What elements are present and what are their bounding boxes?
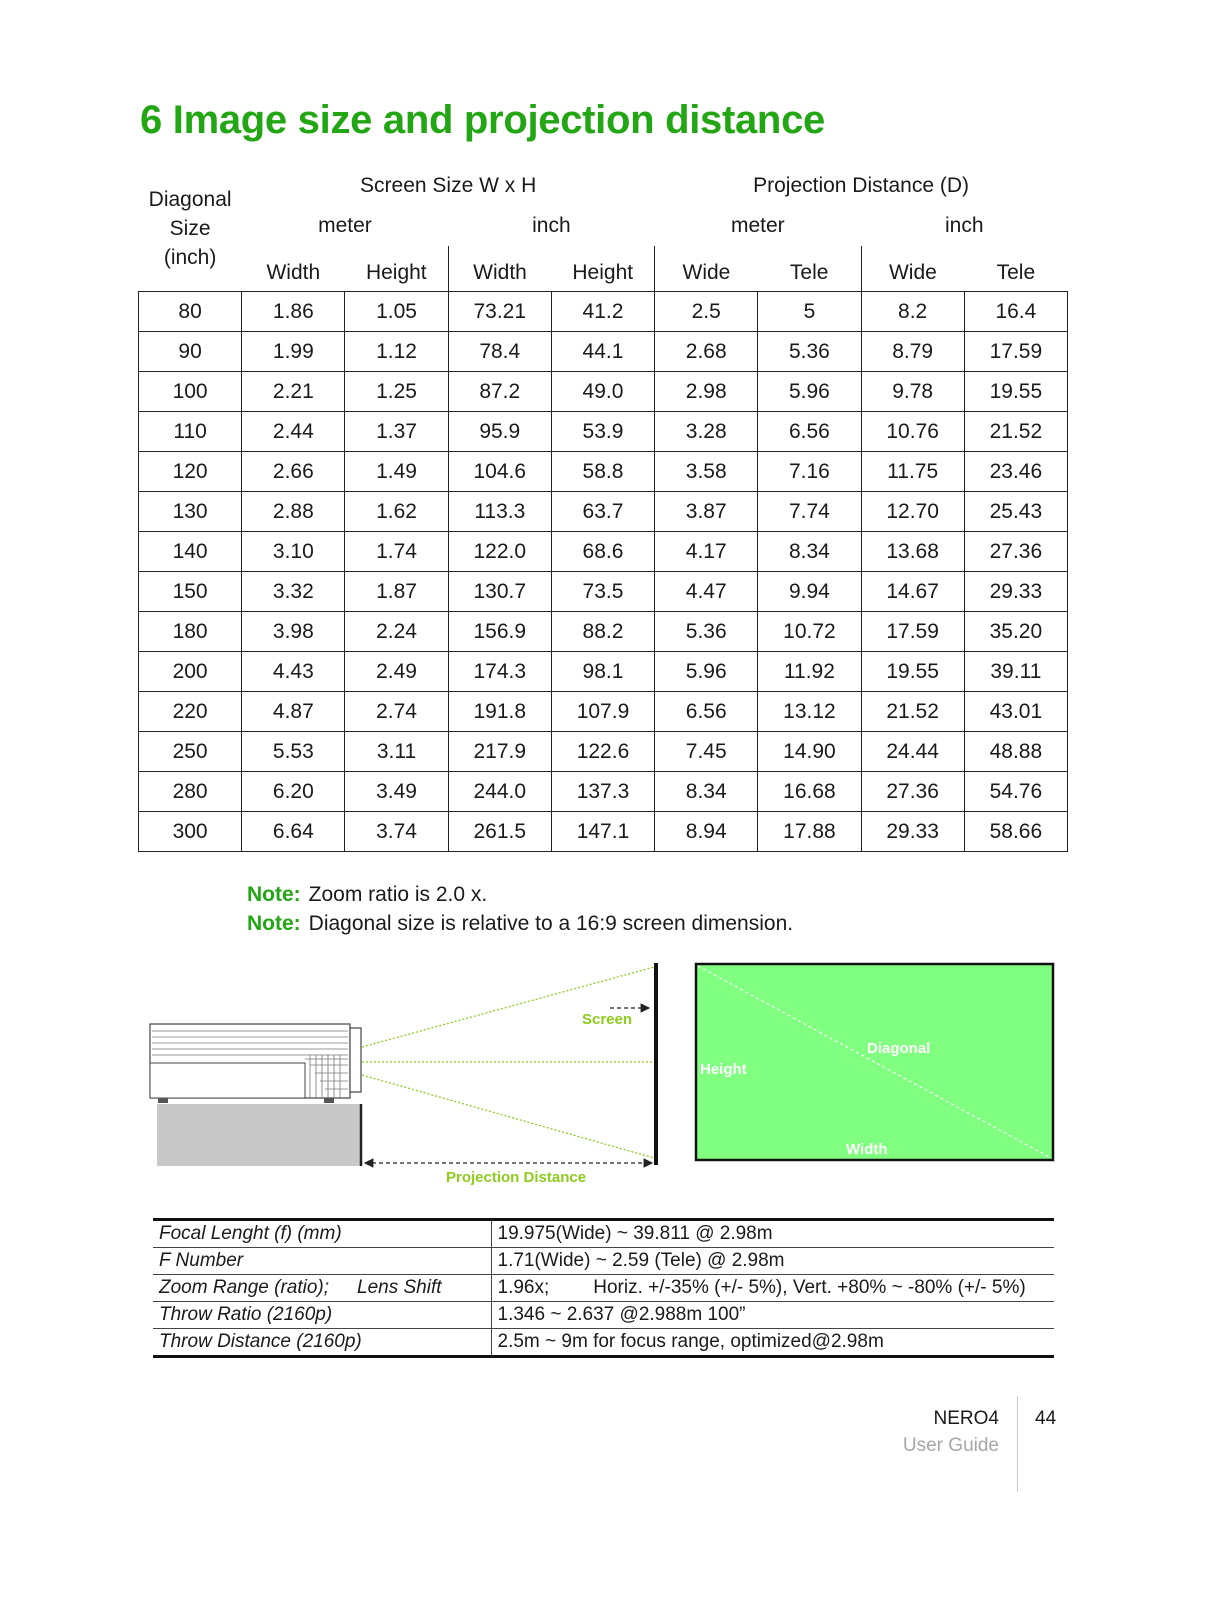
table-cell: 2.21 (242, 372, 345, 412)
table-cell: 4.47 (655, 572, 758, 612)
footer-subtitle: User Guide (902, 1435, 999, 1456)
column-header: Height (365, 261, 427, 284)
table-cell: 4.87 (242, 692, 345, 732)
table-cell: 78.4 (448, 332, 551, 372)
table-cell: 2.74 (345, 692, 448, 732)
table-cell: 1.25 (345, 372, 448, 412)
column-header: Wide (655, 246, 758, 292)
table-row (139, 412, 1068, 452)
table-cell: 49.0 (551, 372, 654, 412)
diagonal-size-header: Diagonal Size (inch) (148, 188, 232, 269)
note-zoom-ratio (247, 880, 793, 909)
table-cell: 137.3 (551, 772, 654, 812)
table-row (139, 492, 1068, 532)
page-title: 6 Image size and projection distance (140, 98, 825, 142)
table-cell: 1.49 (345, 452, 448, 492)
unit-header: inch (945, 214, 984, 237)
note-label: Note: (247, 883, 301, 906)
table-cell: 63.7 (551, 492, 654, 532)
table-cell: 7.45 (655, 732, 758, 772)
table-row (139, 292, 1068, 332)
table-row (139, 572, 1068, 612)
table-row (139, 332, 1068, 372)
table-cell: 5.96 (758, 372, 861, 412)
diagonal-cell: 120 (139, 452, 242, 492)
table-cell: 261.5 (448, 812, 551, 852)
projection-distance-label: Projection Distance (446, 1169, 587, 1186)
table-cell: 8.94 (655, 812, 758, 852)
diagonal-cell: 180 (139, 612, 242, 652)
unit-header: inch (532, 214, 571, 237)
diagonal-cell: 200 (139, 652, 242, 692)
table-cell: 10.72 (758, 612, 861, 652)
screen-label: Screen (582, 1011, 633, 1028)
table-cell: 23.46 (964, 452, 1067, 492)
table-cell: 10.76 (861, 412, 964, 452)
table-cell: 122.0 (448, 532, 551, 572)
table-cell: 4.17 (655, 532, 758, 572)
table-cell: 2.88 (242, 492, 345, 532)
spec-label: Throw Ratio (2160p) (153, 1302, 491, 1329)
table-cell: 87.2 (448, 372, 551, 412)
table-cell: 1.99 (242, 332, 345, 372)
table-cell: 8.34 (758, 532, 861, 572)
footer-divider (1017, 1396, 1018, 1492)
table-cell: 68.6 (551, 532, 654, 572)
note-text: Diagonal size is relative to a 16:9 screen dimension. (308, 912, 794, 935)
table-cell: 2.24 (345, 612, 448, 652)
table-cell: 54.76 (964, 772, 1067, 812)
diagonal-label: Diagonal (867, 1040, 931, 1057)
table-cell: 156.9 (448, 612, 551, 652)
diagonal-cell: 90 (139, 332, 242, 372)
diagonal-cell: 110 (139, 412, 242, 452)
column-header: Wide (861, 246, 964, 292)
lens-specs-table (153, 1218, 1054, 1358)
spec-row-throw-ratio (153, 1302, 1054, 1329)
screen-size-header: Screen Size W x H (360, 174, 537, 197)
table-cell: 21.52 (964, 412, 1067, 452)
table-cell: 3.32 (242, 572, 345, 612)
column-header: Tele (789, 261, 829, 284)
table-cell: 9.94 (758, 572, 861, 612)
table-cell: 5.36 (655, 612, 758, 652)
table-cell: 7.16 (758, 452, 861, 492)
note-label: Note: (247, 912, 301, 935)
table-cell: 244.0 (448, 772, 551, 812)
table-cell: 3.28 (655, 412, 758, 452)
table-cell: 43.01 (964, 692, 1067, 732)
footer-product: NERO4 (933, 1408, 999, 1429)
spec-label: Throw Distance (2160p) (153, 1329, 491, 1357)
table-cell: 27.36 (861, 772, 964, 812)
table-cell: 6.56 (758, 412, 861, 452)
table-cell: 3.87 (655, 492, 758, 532)
table-cell: 2.44 (242, 412, 345, 452)
table-cell: 6.20 (242, 772, 345, 812)
diagonal-cell: 100 (139, 372, 242, 412)
table-cell: 17.59 (861, 612, 964, 652)
table-cell: 3.74 (345, 812, 448, 852)
table-cell: 13.68 (861, 532, 964, 572)
diagonal-cell: 80 (139, 292, 242, 332)
spec-row-zoom-range (153, 1275, 1054, 1302)
table-cell: 14.90 (758, 732, 861, 772)
spec-row-focal-length (153, 1220, 1054, 1248)
table-cell: 4.43 (242, 652, 345, 692)
spec-value: 1.346 ~ 2.637 @2.988m 100” (491, 1302, 1054, 1329)
table-cell: 217.9 (448, 732, 551, 772)
table-cell: 1.05 (345, 292, 448, 332)
unit-header: meter (730, 214, 785, 237)
table-cell: 98.1 (551, 652, 654, 692)
height-label: Height (700, 1061, 747, 1078)
table-cell: 2.98 (655, 372, 758, 412)
spec-row-f-number (153, 1248, 1054, 1275)
table-cell: 3.98 (242, 612, 345, 652)
table-cell: 1.37 (345, 412, 448, 452)
column-header: Width (448, 246, 551, 292)
table-cell: 41.2 (551, 292, 654, 332)
table-cell: 16.68 (758, 772, 861, 812)
table-cell: 12.70 (861, 492, 964, 532)
table-cell: 58.8 (551, 452, 654, 492)
width-label: Width (846, 1141, 888, 1158)
footer-brand (903, 1405, 999, 1459)
table-cell: 13.12 (758, 692, 861, 732)
table-row (139, 772, 1068, 812)
table-cell: 130.7 (448, 572, 551, 612)
table-cell: 24.44 (861, 732, 964, 772)
spec-value: 19.975(Wide) ~ 39.811 @ 2.98m (491, 1220, 1054, 1248)
table-cell: 17.59 (964, 332, 1067, 372)
diagonal-cell: 220 (139, 692, 242, 732)
table-row (139, 692, 1068, 732)
table-row (139, 612, 1068, 652)
table-cell: 21.52 (861, 692, 964, 732)
diagonal-cell: 300 (139, 812, 242, 852)
table-cell: 2.68 (655, 332, 758, 372)
column-header: Height (572, 261, 634, 284)
spec-value: 2.5m ~ 9m for focus range, optimized@2.98m (497, 1331, 884, 1352)
note-text: Zoom ratio is 2.0 x. (308, 883, 488, 906)
table-cell: 11.92 (758, 652, 861, 692)
table-cell: 2.66 (242, 452, 345, 492)
table-cell: 53.9 (551, 412, 654, 452)
note-diagonal (247, 909, 793, 938)
table-cell: 104.6 (448, 452, 551, 492)
table-cell: 29.33 (861, 812, 964, 852)
diagonal-cell: 250 (139, 732, 242, 772)
table-cell: 8.2 (861, 292, 964, 332)
table-cell: 3.10 (242, 532, 345, 572)
table-cell: 5.36 (758, 332, 861, 372)
table-cell: 39.11 (964, 652, 1067, 692)
table-cell: 147.1 (551, 812, 654, 852)
table-cell: 19.55 (861, 652, 964, 692)
table-cell: 17.88 (758, 812, 861, 852)
table-cell: 3.58 (655, 452, 758, 492)
table-cell: 73.21 (448, 292, 551, 332)
unit-header: meter (318, 214, 372, 237)
table-cell: 9.78 (861, 372, 964, 412)
table-cell: 107.9 (551, 692, 654, 732)
table-cell: 6.64 (242, 812, 345, 852)
table-cell: 191.8 (448, 692, 551, 732)
column-header: Width (266, 261, 321, 284)
table-cell: 1.86 (242, 292, 345, 332)
projector-icon (150, 1024, 361, 1103)
table-cell: 25.43 (964, 492, 1067, 532)
diagonal-cell: 140 (139, 532, 242, 572)
table-cell: 35.20 (964, 612, 1067, 652)
table-cell: 113.3 (448, 492, 551, 532)
projection-diagram (140, 955, 1060, 1195)
spec-row-throw-distance (153, 1329, 1054, 1357)
spec-label: F Number (153, 1248, 491, 1275)
table-cell: 3.11 (345, 732, 448, 772)
table-cell: 1.74 (345, 532, 448, 572)
table-row (139, 732, 1068, 772)
table-cell: 44.1 (551, 332, 654, 372)
table-cell: 11.75 (861, 452, 964, 492)
table-cell: 27.36 (964, 532, 1067, 572)
spec-value: 1.71(Wide) ~ 2.59 (Tele) @ 2.98m (491, 1248, 1054, 1275)
column-header: Tele (996, 261, 1036, 284)
table-cell: 2.5 (655, 292, 758, 332)
table-cell: 5.53 (242, 732, 345, 772)
stand-block (157, 1104, 361, 1166)
table-cell: 14.67 (861, 572, 964, 612)
table-cell: 88.2 (551, 612, 654, 652)
projection-beam (362, 967, 654, 1158)
table-cell: 73.5 (551, 572, 654, 612)
table-cell: 2.49 (345, 652, 448, 692)
diagonal-cell: 280 (139, 772, 242, 812)
table-cell: 6.56 (655, 692, 758, 732)
spec-label: Zoom Range (ratio); Lens Shift (153, 1275, 491, 1302)
table-cell: 5.96 (655, 652, 758, 692)
diagonal-cell: 130 (139, 492, 242, 532)
diagonal-cell: 150 (139, 572, 242, 612)
table-cell: 174.3 (448, 652, 551, 692)
projection-distance-header: Projection Distance (D) (753, 174, 969, 197)
table-cell: 29.33 (964, 572, 1067, 612)
spec-label: Focal Lenght (f) (mm) (153, 1220, 491, 1248)
table-cell: 3.49 (345, 772, 448, 812)
projection-table (138, 166, 1068, 852)
table-row (139, 452, 1068, 492)
table-cell: 58.66 (964, 812, 1067, 852)
table-row (139, 372, 1068, 412)
table-row (139, 652, 1068, 692)
table-row (139, 532, 1068, 572)
table-row (139, 812, 1068, 852)
table-cell: 95.9 (448, 412, 551, 452)
table-cell: 1.62 (345, 492, 448, 532)
table-cell: 8.34 (655, 772, 758, 812)
table-cell: 122.6 (551, 732, 654, 772)
table-cell: 8.79 (861, 332, 964, 372)
spec-value: 1.96x; Horiz. +/-35% (+/- 5%), Vert. +80% ~ -80% (+/- 5%) (491, 1275, 1054, 1302)
table-cell: 48.88 (964, 732, 1067, 772)
table-cell: 1.87 (345, 572, 448, 612)
table-cell: 16.4 (964, 292, 1067, 332)
page-number: 44 (1035, 1408, 1057, 1429)
table-cell: 5 (758, 292, 861, 332)
notes (247, 880, 793, 938)
table-cell: 19.55 (964, 372, 1067, 412)
table-cell: 1.12 (345, 332, 448, 372)
table-cell: 7.74 (758, 492, 861, 532)
